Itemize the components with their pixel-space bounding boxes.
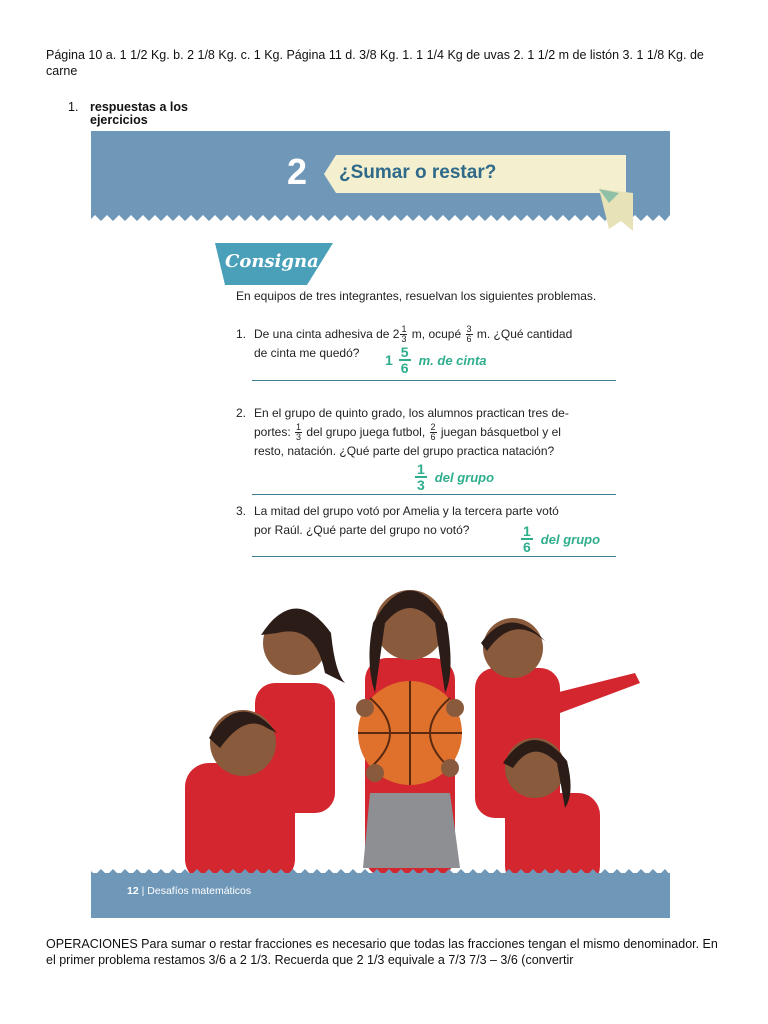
intro-paragraph: Página 10 a. 1 1/2 Kg. b. 2 1/8 Kg. c. 1 Kg. Página 11 d. 3/8 Kg. 1. 1 1/4 Kg de uvas 2. 1 1/2 m de listón 3. 1 1/8 Kg. de carne bbox=[46, 48, 704, 78]
problem-text: portes: bbox=[254, 424, 291, 439]
answer-1 bbox=[385, 345, 487, 375]
student-hand bbox=[441, 759, 459, 777]
problem-number: 2. bbox=[236, 406, 247, 420]
ribbon-decoration bbox=[599, 189, 633, 231]
problem-number: 3. bbox=[236, 504, 247, 518]
numerator: 3 bbox=[466, 324, 472, 335]
numerator: 1 bbox=[523, 523, 531, 539]
problem-text: En el grupo de quinto grado, los alumnos practican tres de- bbox=[254, 406, 569, 420]
problem-text: por Raúl. ¿Qué parte del grupo no votó? bbox=[254, 522, 470, 537]
problem-number: 1. bbox=[236, 327, 247, 341]
list-number: 1. bbox=[68, 100, 79, 114]
footer-page-number: 12 bbox=[127, 885, 139, 897]
problem-text: La mitad del grupo votó por Amelia y la tercera parte votó bbox=[254, 504, 559, 518]
numerator: 2 bbox=[430, 421, 436, 432]
consigna-label: Consigna bbox=[225, 251, 319, 272]
textbook-page-image bbox=[91, 131, 670, 918]
student-hand bbox=[366, 764, 384, 782]
problem-text: juegan básquetbol y el bbox=[440, 424, 561, 439]
fraction bbox=[430, 423, 437, 442]
denominator: 3 bbox=[296, 431, 302, 442]
answer-fraction bbox=[415, 462, 427, 492]
footer-separator: | bbox=[141, 885, 148, 897]
fraction bbox=[400, 325, 407, 344]
footer-book-title: Desafíos matemáticos bbox=[147, 885, 252, 897]
fraction bbox=[295, 423, 302, 442]
numerator: 1 bbox=[417, 461, 425, 477]
answer-line bbox=[252, 556, 616, 557]
student-arm bbox=[555, 673, 640, 713]
numerator: 1 bbox=[401, 324, 407, 335]
student-body bbox=[185, 763, 295, 883]
numerator: 1 bbox=[296, 421, 302, 432]
answer-2 bbox=[415, 462, 494, 492]
student-hand bbox=[446, 699, 464, 717]
footer-text bbox=[127, 885, 251, 897]
problem-text: m, ocupé bbox=[411, 327, 462, 341]
banner-zigzag-edge bbox=[91, 211, 670, 221]
denominator: 3 bbox=[401, 334, 407, 345]
denominator: 6 bbox=[523, 539, 531, 555]
numerator: 5 bbox=[400, 344, 409, 360]
answer-line bbox=[252, 494, 616, 495]
fraction bbox=[466, 325, 473, 344]
answer-text: del grupo bbox=[434, 469, 495, 485]
answer-text: m. de cinta bbox=[418, 352, 487, 368]
answer-text: del grupo bbox=[540, 531, 601, 547]
denominator: 3 bbox=[417, 477, 425, 493]
lesson-title: ¿Sumar o restar? bbox=[339, 162, 497, 183]
instructions-text: En equipos de tres integrantes, resuelvan los siguientes problemas. bbox=[236, 289, 597, 303]
students-basketball-illustration bbox=[165, 563, 665, 893]
problem-2 bbox=[236, 404, 616, 460]
problem-text: m. ¿Qué cantidad bbox=[476, 327, 573, 341]
lesson-number: 2 bbox=[287, 151, 308, 192]
denominator: 6 bbox=[400, 360, 409, 376]
problem-text: resto, natación. ¿Qué parte del grupo practica natación? bbox=[254, 443, 555, 458]
denominator: 6 bbox=[466, 334, 472, 345]
problem-text: del grupo juega futbol, bbox=[306, 424, 426, 439]
answer-3 bbox=[521, 524, 600, 554]
student-skirt bbox=[363, 793, 460, 868]
problem-text: de cinta me quedó? bbox=[254, 346, 360, 361]
denominator: 6 bbox=[430, 431, 436, 442]
problem-text: De una cinta adhesiva de 2 bbox=[254, 327, 400, 341]
answer-fraction bbox=[521, 524, 533, 554]
student-hand bbox=[356, 699, 374, 717]
answer-fraction bbox=[399, 345, 411, 375]
answer-whole: 1 bbox=[385, 352, 393, 368]
answer-line bbox=[252, 380, 616, 381]
list-text: respuestas a los ejercicios bbox=[90, 100, 188, 127]
operations-paragraph: OPERACIONES Para sumar o restar fracciones es necesario que todas las fracciones tengan el mismo denominador. En el primer problema restamos 3/6 a 2 1/3. Recuerda que 2 1/3 equivale a 7/3 7/3 – 3/6 (convertir bbox=[46, 937, 718, 967]
